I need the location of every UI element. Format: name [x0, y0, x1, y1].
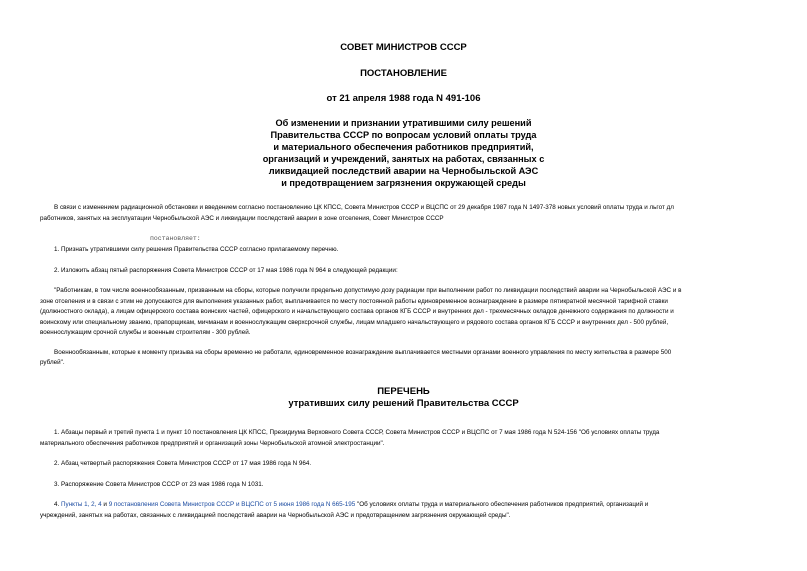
- title-line: Правительства СССР по вопросам условий оплаты труда: [270, 130, 537, 140]
- quote-line: "Работникам, в том числе военнообязанным, призванным на сборы, которые получили предельно допустимую дозу радиации при выполнении работ по ликвидации последствий аварии на Чернобыльской АЭС и в: [54, 287, 682, 294]
- quote-line: воинскому или специальному званию, прапорщикам, мичманам и военнослужащим сверхсрочной службы, лицам младшего начальствующего и рядового состава органов КГБ СССР и внутренних дел - 500 рублей,: [40, 319, 669, 326]
- resolution-link[interactable]: 9 постановления Совета Министров СССР и ВЦСПС от 5 июня 1986 года N 665-195: [108, 501, 356, 508]
- list-item-2: 2. Абзац четвертый распоряжения Совета Министров СССР от 17 мая 1986 года N 964.: [54, 460, 312, 467]
- points-link[interactable]: Пункты 1, 2, 4: [61, 501, 102, 508]
- perechen-title: ПЕРЕЧЕНЬ: [377, 386, 430, 397]
- list-item-1-cont: материального обеспечения работников предприятий и организаций зоны Чернобыльской атомной электростанции".: [40, 440, 385, 447]
- reservist-line: рублей".: [40, 359, 65, 366]
- list-item-4-number: 4.: [54, 501, 62, 508]
- issuer-heading: СОВЕТ МИНИСТРОВ СССР: [340, 42, 467, 53]
- list-item-4: [54, 500, 770, 510]
- date-number-heading: от 21 апреля 1988 года N 491-106: [326, 93, 481, 104]
- list-item-1: 1. Абзацы первый и третий пункта 1 и пункт 10 постановления ЦК КПСС, Президиума Верховного Совета СССР, Совета Министров СССР и ВЦСПС от 7 мая 1986 года N 524-156 "Об условиях оплаты труда: [54, 429, 660, 436]
- list-item-3: 3. Распоряжение Совета Министров СССР от 23 мая 1986 года N 1031.: [54, 481, 264, 488]
- quote-line: зоне отселения и в связи с этим не допускаются для выполнения указанных работ, выплачивается по месту постоянной работы единовременное вознаграждение в размере пятикратной месячной тарифной ставки: [40, 298, 668, 305]
- postanovlyaet-label: постановляет:: [150, 235, 201, 242]
- intro-line: В связи с изменением радиационной обстановки и введением согласно постановлению ЦК КПСС, Совета Министров СССР и ВЦСПС от 29 декабря 1987 года N 1497-378 новых условий оплаты труда и льгот дл: [54, 204, 674, 211]
- list-item-4-cont: учреждений, занятых на работах, связанных с ликвидацией последствий аварии на Чернобыльской АЭС и предотвращением загрязнения окружающей среды".: [40, 512, 511, 519]
- title-line: и материального обеспечения работников предприятий,: [273, 142, 534, 152]
- title-line: и предотвращением загрязнения окружающей среды: [281, 178, 526, 188]
- reservist-line: Военнообязанным, которые к моменту призыва на сборы временно не работали, единовременное вознаграждение выплачивается местными органами военного управления по месту жительства в размере 500: [54, 349, 672, 356]
- list-item-4-conj: и: [101, 501, 109, 508]
- item-1: 1. Признать утратившими силу решения Правительства СССР согласно прилагаемому перечню.: [54, 246, 339, 253]
- quote-line: (должностного оклада), а лицам офицерского состава воинских частей, офицерского и начальствующего состава органов КГБ СССР и внутренних дел - трехмесячных окладов денежного содержания по должности и: [40, 308, 674, 315]
- title-line: организаций и учреждений, занятых на работах, связанных с: [262, 154, 545, 164]
- list-item-4-rest: "Об условиях оплаты труда и материального обеспечения работников предприятий, организаций и: [355, 501, 649, 508]
- title-line: ликвидацией последствий аварии на Чернобыльской АЭС: [268, 166, 539, 176]
- perechen-subtitle: утративших силу решений Правительства СССР: [288, 398, 519, 409]
- quote-line: военнослужащим срочной службы и военным строителям - 300 рублей.: [40, 329, 251, 336]
- title-line: Об изменении и признании утратившими силу решений: [275, 118, 532, 128]
- item-2: 2. Изложить абзац пятый распоряжения Совета Министров СССР от 17 мая 1986 года N 964 в следующей редакции:: [54, 267, 398, 274]
- document-type-heading: ПОСТАНОВЛЕНИЕ: [360, 68, 447, 79]
- intro-line: работников, занятых на эксплуатации Чернобыльской АЭС и ликвидации последствий аварии в зоне отселения, Совет Министров СССР: [40, 215, 444, 222]
